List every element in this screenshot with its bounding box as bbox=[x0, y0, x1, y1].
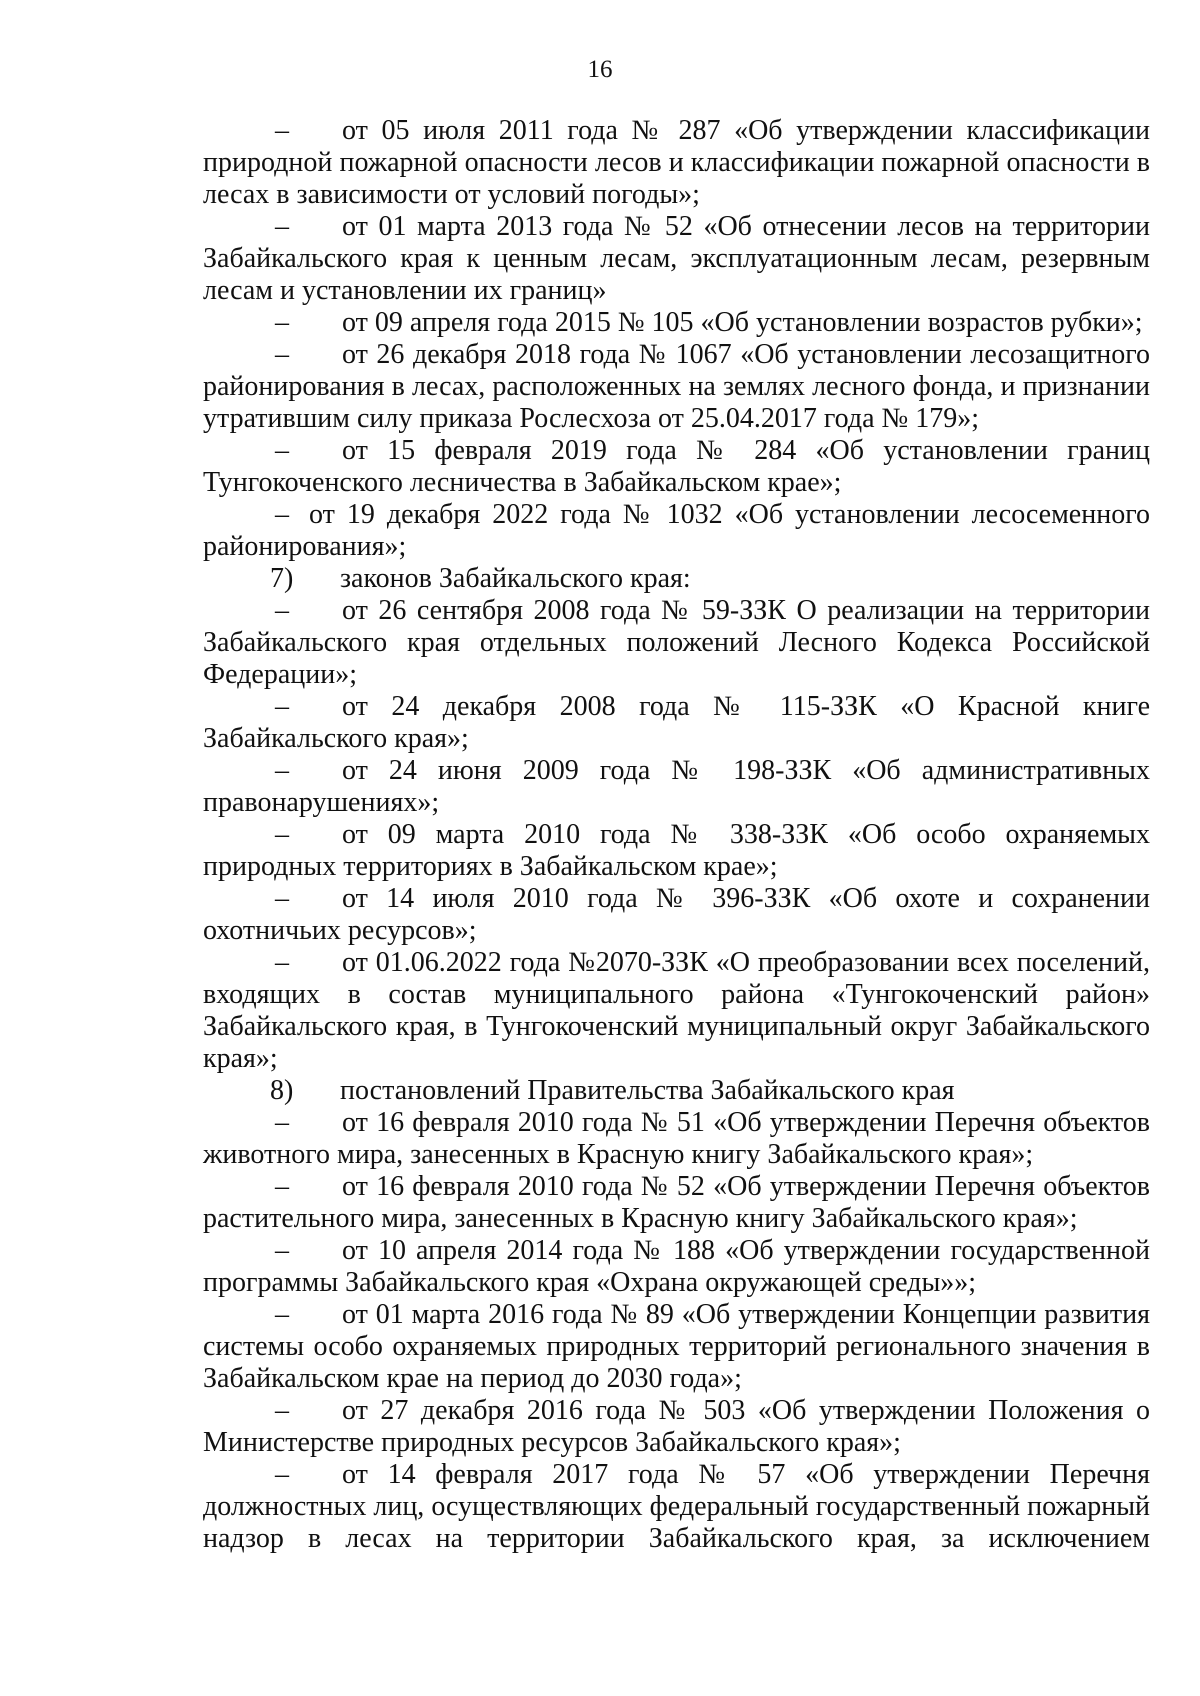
list-dash: – bbox=[275, 1395, 289, 1426]
paragraph-text: от 24 июня 2009 года № 198-ЗЗК «Об административных правонарушениях»; bbox=[203, 755, 1150, 818]
list-dash: – bbox=[275, 1235, 289, 1266]
paragraph-text: от 26 сентября 2008 года № 59-ЗЗК О реализации на территории Забайкальского края отдельных положений Лесного Кодекса Российской Федерации»; bbox=[203, 595, 1150, 690]
section-8-heading bbox=[203, 1075, 1150, 1107]
list-dash: – bbox=[275, 499, 289, 530]
paragraph-text: от 05 июля 2011 года № 287 «Об утверждении классификации природной пожарной опасности лесов и классификации пожарной опасности в лесах в зависимости от условий погоды»; bbox=[203, 115, 1150, 210]
document-body bbox=[203, 115, 1150, 1555]
paragraph-text: от 19 декабря 2022 года № 1032 «Об установлении лесосеменного районирования»; bbox=[203, 499, 1150, 562]
paragraph-decree-2010-51 bbox=[203, 1107, 1150, 1171]
list-dash: – bbox=[275, 1459, 289, 1490]
section-number: 8) bbox=[270, 1075, 294, 1106]
list-dash: – bbox=[275, 819, 289, 850]
paragraph-law-2022-2070 bbox=[203, 947, 1150, 1075]
paragraph-decree-2017-57 bbox=[203, 1459, 1150, 1555]
paragraph-text: от 09 апреля года 2015 № 105 «Об установлении возрастов рубки»; bbox=[342, 307, 1143, 338]
paragraph-text: от 01 марта 2016 года № 89 «Об утверждении Концепции развития системы особо охраняемых природных территорий регионального значения в Забайкальском крае на период до 2030 года»; bbox=[203, 1299, 1150, 1394]
paragraph-decree-2016-89 bbox=[203, 1299, 1150, 1395]
paragraph-decree-2016-503 bbox=[203, 1395, 1150, 1459]
section-number: 7) bbox=[270, 563, 294, 594]
paragraph-order-2019-284 bbox=[203, 435, 1150, 499]
paragraph-text: постановлений Правительства Забайкальского края bbox=[340, 1075, 955, 1106]
paragraph-order-2013-52 bbox=[203, 211, 1150, 307]
paragraph-text: от 01.06.2022 года №2070-ЗЗК «О преобразовании всех поселений, входящих в состав муниципального района «Тунгокоченский район» Забайкальского края, в Тунгокоченский муниципальный округ Забайкальского края»; bbox=[203, 947, 1150, 1074]
list-dash: – bbox=[275, 307, 289, 338]
paragraph-order-2011-287 bbox=[203, 115, 1150, 211]
paragraph-text: от 16 февраля 2010 года № 52 «Об утверждении Перечня объектов растительного мира, занесенных в Красную книгу Забайкальского края»; bbox=[203, 1171, 1150, 1234]
list-dash: – bbox=[275, 947, 289, 978]
list-dash: – bbox=[275, 755, 289, 786]
page-number: 16 bbox=[587, 56, 613, 83]
paragraph-text: от 16 февраля 2010 года № 51 «Об утверждении Перечня объектов животного мира, занесенных в Красную книгу Забайкальского края»; bbox=[203, 1107, 1150, 1170]
paragraph-order-2015-105 bbox=[203, 307, 1150, 339]
paragraph-text: от 14 июля 2010 года № 396-ЗЗК «Об охоте и сохранении охотничьих ресурсов»; bbox=[203, 883, 1150, 946]
paragraph-text: законов Забайкальского края: bbox=[340, 563, 691, 594]
paragraph-text: от 01 марта 2013 года № 52 «Об отнесении лесов на территории Забайкальского края к ценным лесам, эксплуатационным лесам, резервным лесам и установлении их границ» bbox=[203, 211, 1150, 306]
paragraph-law-2008-59 bbox=[203, 595, 1150, 691]
paragraph-law-2010-396 bbox=[203, 883, 1150, 947]
paragraph-law-2009-198 bbox=[203, 755, 1150, 819]
paragraph-text: от 27 декабря 2016 года № 503 «Об утверждении Положения о Министерстве природных ресурсов Забайкальского края»; bbox=[203, 1395, 1150, 1458]
list-dash: – bbox=[275, 339, 289, 370]
paragraph-text: от 24 декабря 2008 года № 115-ЗЗК «О Красной книге Забайкальского края»; bbox=[203, 691, 1150, 754]
paragraph-order-2022-1032 bbox=[203, 499, 1150, 563]
section-7-heading bbox=[203, 563, 1150, 595]
list-dash: – bbox=[275, 1171, 289, 1202]
paragraph-law-2008-115 bbox=[203, 691, 1150, 755]
list-dash: – bbox=[275, 595, 289, 626]
paragraph-decree-2010-52 bbox=[203, 1171, 1150, 1235]
list-dash: – bbox=[275, 435, 289, 466]
list-dash: – bbox=[275, 883, 289, 914]
paragraph-text: от 10 апреля 2014 года № 188 «Об утверждении государственной программы Забайкальского края «Охрана окружающей среды»»; bbox=[203, 1235, 1150, 1298]
paragraph-law-2010-338 bbox=[203, 819, 1150, 883]
list-dash: – bbox=[275, 691, 289, 722]
list-dash: – bbox=[275, 211, 289, 242]
list-dash: – bbox=[275, 1299, 289, 1330]
paragraph-text: от 09 марта 2010 года № 338-ЗЗК «Об особо охраняемых природных территориях в Забайкальском крае»; bbox=[203, 819, 1150, 882]
paragraph-order-2018-1067 bbox=[203, 339, 1150, 435]
paragraph-text: от 26 декабря 2018 года № 1067 «Об установлении лесозащитного районирования в лесах, расположенных на землях лесного фонда, и признании утратившим силу приказа Рослесхоза от 25.04.2017 года № 179»; bbox=[203, 339, 1150, 434]
list-dash: – bbox=[275, 1107, 289, 1138]
paragraph-decree-2014-188 bbox=[203, 1235, 1150, 1299]
list-dash: – bbox=[275, 115, 289, 146]
paragraph-text: от 15 февраля 2019 года № 284 «Об установлении границ Тунгокоченского лесничества в Забайкальском крае»; bbox=[203, 435, 1150, 498]
paragraph-text: от 14 февраля 2017 года № 57 «Об утверждении Перечня должностных лиц, осуществляющих федеральный государственный пожарный надзор в лесах на территории Забайкальского края, за исключением bbox=[203, 1459, 1150, 1554]
